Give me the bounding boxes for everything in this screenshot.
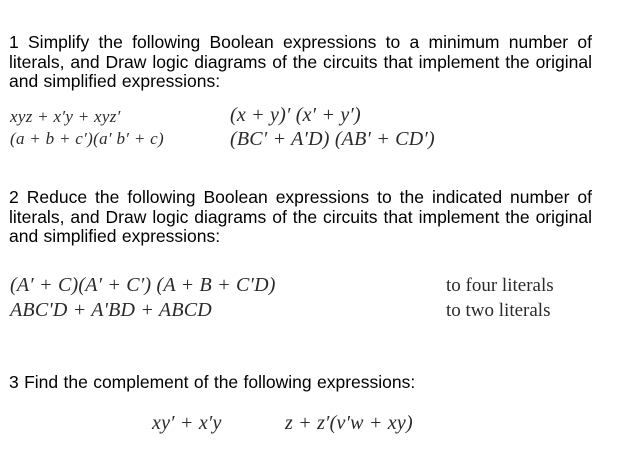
problem-1-expression-a: xyz + x′y + xyz′ [10, 107, 121, 126]
problem-2-text: 2 Reduce the following Boolean expressions to the indicated number of literals, and Draw logic diagrams of the circuits that implement the original and simplified expressions: [9, 187, 592, 247]
problem-3-expression-b: z + z′(v′w + xy) [285, 412, 413, 434]
problem-1-expression-b: (a + b + c′)(a′ b′ + c) [10, 129, 164, 148]
problem-2-note-a: to four literals [446, 275, 554, 296]
problem-3-text: 3 Find the complement of the following expressions: [9, 372, 416, 392]
problem-1-expression-c: (x + y)′ (x′ + y′) [230, 104, 361, 126]
problem-2-expression-b: ABC'D + A'BD + ABCD [10, 299, 212, 321]
problem-2-note-b: to two literals [446, 300, 551, 321]
problem-1-expression-d: (BC′ + A′D) (AB′ + CD′) [230, 128, 435, 150]
problem-1-text: 1 Simplify the following Boolean expressions to a minimum number of literals, and Draw logic diagrams of the circuits that implement the original and simplified expressions: [9, 32, 592, 92]
problem-2-expression-a: (A′ + C)(A′ + C′) (A + B + C′D) [10, 274, 276, 296]
problem-3-expression-a: xy′ + x′y [152, 412, 222, 434]
